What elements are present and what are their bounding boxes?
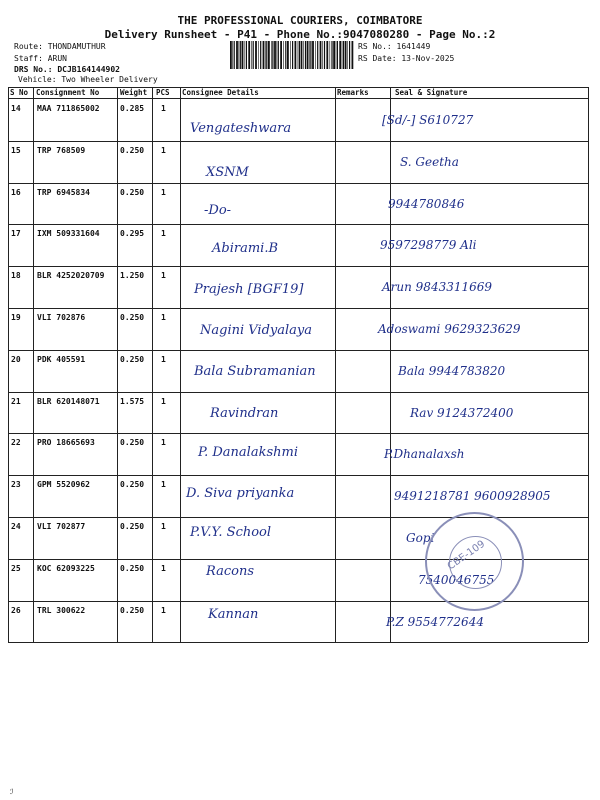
barcode-bar xyxy=(309,41,310,69)
row-sno: 26 xyxy=(11,605,21,615)
footer-mark: ℐ xyxy=(10,788,14,796)
row-weight: 0.285 xyxy=(120,104,145,113)
col-seal: Seal & Signature xyxy=(395,88,468,97)
barcode-bar xyxy=(244,41,245,69)
barcode-bar xyxy=(326,41,328,69)
seal-signature-handwriting: 9491218781 9600928905 xyxy=(394,489,551,504)
barcode-bar xyxy=(283,41,284,69)
barcode-bar xyxy=(258,41,259,69)
row-pcs: 1 xyxy=(161,187,166,197)
rs-date-line xyxy=(358,54,454,63)
row-consignment-no: VLI 702877 xyxy=(37,522,86,531)
row-consignment-no: GPM 5520962 xyxy=(37,480,90,490)
barcode-bar xyxy=(339,41,341,69)
row-sno: 20 xyxy=(11,354,21,364)
barcode-bar xyxy=(242,41,244,69)
seal-signature-handwriting: P.Z 9554772644 xyxy=(386,614,484,629)
barcode-bar xyxy=(272,41,273,69)
row-weight: 0.250 xyxy=(120,522,145,531)
barcode-bar xyxy=(349,41,350,69)
row-weight: 0.250 xyxy=(120,313,145,322)
row-weight: 0.250 xyxy=(120,605,145,615)
barcode-bar xyxy=(320,41,322,69)
barcode-bar xyxy=(317,41,318,69)
seal-signature-handwriting: Gopi xyxy=(406,531,435,545)
barcode-bar xyxy=(322,41,323,69)
col-weight: Weight xyxy=(120,88,148,97)
row-pcs: 1 xyxy=(161,145,166,155)
consignee-handwriting: Prajesh [BGF19] xyxy=(194,282,304,298)
rs-no-label: RS No.: xyxy=(358,42,392,51)
row-pcs: 1 xyxy=(161,354,166,364)
row-divider xyxy=(8,350,588,351)
row-sno: 21 xyxy=(11,396,21,406)
row-pcs: 1 xyxy=(161,563,166,573)
barcode-bar xyxy=(337,41,338,69)
row-consignment-no: TRL 300622 xyxy=(37,605,86,615)
barcode-bar xyxy=(230,41,232,69)
row-sno: 23 xyxy=(11,480,21,490)
drs-label: DRS No.: xyxy=(14,65,53,74)
barcode-bar xyxy=(347,41,348,69)
row-consignment-no: TRP 6945834 xyxy=(37,187,90,197)
barcode-bar xyxy=(271,41,272,69)
barcode-bar xyxy=(232,41,233,69)
seal-signature-handwriting: Bala 9944783820 xyxy=(398,363,506,378)
row-sno: 19 xyxy=(11,313,21,322)
row-divider xyxy=(8,183,588,184)
barcode-bar xyxy=(251,41,252,69)
row-pcs: 1 xyxy=(161,438,166,448)
barcode-bar xyxy=(263,41,265,69)
row-weight: 1.250 xyxy=(120,271,145,281)
barcode-bar xyxy=(333,41,335,69)
consignee-handwriting: P.V.Y. School xyxy=(190,525,272,540)
stamp-code: CBE-109 xyxy=(445,538,488,573)
barcode-bar xyxy=(274,41,276,69)
barcode-bar xyxy=(307,41,309,69)
row-sno: 18 xyxy=(11,271,21,281)
row-weight: 0.250 xyxy=(120,187,145,197)
row-weight: 1.575 xyxy=(120,396,145,406)
table-column-divider xyxy=(588,87,589,642)
row-divider xyxy=(8,642,588,643)
row-consignment-no: MAA 711865002 xyxy=(37,104,100,113)
row-weight: 0.250 xyxy=(120,563,145,573)
row-consignment-no: VLI 702876 xyxy=(37,313,86,322)
barcode-bar xyxy=(239,41,240,69)
consignee-handwriting: Kannan xyxy=(208,606,259,622)
row-consignment-no: BLR 4252020709 xyxy=(37,271,105,281)
route-line xyxy=(14,42,106,51)
row-divider xyxy=(8,392,588,393)
barcode-bar xyxy=(295,41,297,69)
barcode-bar xyxy=(343,41,344,69)
rs-no-line xyxy=(358,42,430,51)
barcode-bar xyxy=(285,41,286,69)
barcode-bar xyxy=(299,41,300,69)
barcode-bar xyxy=(310,41,311,69)
row-sno: 24 xyxy=(11,522,21,531)
barcode-bar xyxy=(303,41,304,69)
row-pcs: 1 xyxy=(161,396,166,406)
consignee-handwriting: P. Danalakshmi xyxy=(198,445,298,461)
row-pcs: 1 xyxy=(161,104,166,113)
col-consignment: Consignment No xyxy=(36,88,100,97)
consignee-handwriting: -Do- xyxy=(204,202,232,218)
barcode-bar xyxy=(260,41,261,69)
table-header xyxy=(8,87,588,98)
row-consignment-no: PRO 18665693 xyxy=(37,438,95,448)
drs-value: DCJB164144902 xyxy=(57,65,120,74)
row-consignment-no: TRP 768509 xyxy=(37,145,86,155)
seal-signature-handwriting: 9597298779 Ali xyxy=(380,238,477,253)
row-divider xyxy=(8,517,588,518)
header-bottom-border xyxy=(8,98,588,99)
row-sno: 15 xyxy=(11,145,21,155)
row-sno: 17 xyxy=(11,229,21,239)
barcode-bar xyxy=(312,41,314,69)
route-label: Route: xyxy=(14,42,43,51)
seal-signature-handwriting: [Sd/-] S610727 xyxy=(382,113,474,127)
row-pcs: 1 xyxy=(161,271,166,281)
row-consignment-no: KOC 62093225 xyxy=(37,563,95,573)
row-pcs: 1 xyxy=(161,480,166,490)
seal-signature-handwriting: S. Geetha xyxy=(400,154,459,169)
row-weight: 0.250 xyxy=(120,145,145,155)
drs-line xyxy=(14,65,120,74)
row-sno: 14 xyxy=(11,104,21,113)
barcode-bar xyxy=(324,41,325,69)
seal-signature-handwriting: Adoswami 9629323629 xyxy=(378,322,521,336)
runsheet-subtitle: Delivery Runsheet - P41 - Phone No.:9047080280 - Page No.:2 xyxy=(104,28,496,41)
row-consignment-no: IXM 509331604 xyxy=(37,229,100,239)
row-divider xyxy=(8,475,588,476)
barcode-bar xyxy=(298,41,299,69)
row-divider xyxy=(8,224,588,225)
consignee-handwriting: Vengateshwara xyxy=(190,121,292,136)
vehicle-line xyxy=(18,75,158,84)
barcode-bar xyxy=(305,41,306,69)
row-sno: 22 xyxy=(11,438,21,448)
row-divider xyxy=(8,433,588,434)
row-pcs: 1 xyxy=(161,313,166,322)
barcode-bar xyxy=(253,41,254,69)
barcode-bar xyxy=(342,41,343,69)
barcode-bar xyxy=(236,41,238,69)
barcode-bar xyxy=(277,41,278,69)
barcode-image xyxy=(230,41,355,69)
barcode-bar xyxy=(265,41,266,69)
row-divider xyxy=(8,308,588,309)
col-pcs: PCS xyxy=(156,88,170,97)
row-weight: 0.295 xyxy=(120,229,145,239)
col-consignee: Consignee Details xyxy=(182,88,259,97)
barcode-bar xyxy=(301,41,303,69)
consignee-handwriting: Racons xyxy=(206,563,254,579)
consignee-handwriting: Nagini Vidyalaya xyxy=(200,323,313,338)
rs-date-label: RS Date: xyxy=(358,54,397,63)
row-weight: 0.250 xyxy=(120,438,145,448)
staff-value: ARUN xyxy=(47,54,67,63)
courier-seal-stamp xyxy=(425,512,524,611)
runsheet-title: THE PROFESSIONAL COURIERS, COIMBATORE xyxy=(177,14,423,27)
rs-no-value: 1641449 xyxy=(396,42,431,51)
vehicle-label: Vehicle: xyxy=(18,75,57,84)
barcode-bar xyxy=(292,41,293,69)
staff-label: Staff: xyxy=(14,54,43,63)
barcode-bar xyxy=(280,41,282,69)
vehicle-value: Two Wheeler Delivery xyxy=(61,75,158,84)
rs-date-value: 13-Nov-2025 xyxy=(401,54,455,63)
barcode-bar xyxy=(287,41,289,69)
row-weight: 0.250 xyxy=(120,480,145,490)
row-pcs: 1 xyxy=(161,605,166,615)
barcode-bar xyxy=(331,41,332,69)
row-weight: 0.250 xyxy=(120,354,145,364)
seal-signature-handwriting: 7540046755 xyxy=(418,572,495,587)
consignee-handwriting: Bala Subramanian xyxy=(194,363,316,379)
barcode-bar xyxy=(246,41,247,69)
barcode-bar xyxy=(330,41,331,69)
barcode-bar xyxy=(234,41,235,69)
row-pcs: 1 xyxy=(161,229,166,239)
barcode-bar xyxy=(278,41,279,69)
barcode-bar xyxy=(352,41,354,69)
consignee-handwriting: Abirami.B xyxy=(212,241,279,257)
barcode-bar xyxy=(255,41,257,69)
row-consignment-no: PDK 405591 xyxy=(37,354,86,364)
barcode-bar xyxy=(268,41,270,69)
barcode-bar xyxy=(290,41,291,69)
seal-signature-handwriting: 9944780846 xyxy=(388,196,465,211)
row-divider xyxy=(8,141,588,142)
barcode-bar xyxy=(266,41,267,69)
row-sno: 25 xyxy=(11,563,21,573)
route-value: THONDAMUTHUR xyxy=(47,42,106,51)
row-sno: 16 xyxy=(11,187,21,197)
consignee-handwriting: D. Siva priyanka xyxy=(186,486,295,502)
seal-signature-handwriting: Arun 9843311669 xyxy=(382,280,493,295)
consignee-handwriting: XSNM xyxy=(206,164,249,180)
seal-signature-handwriting: P.Dhanalaxsh xyxy=(384,447,465,462)
row-pcs: 1 xyxy=(161,522,166,531)
barcode-bar xyxy=(315,41,316,69)
barcode-bar xyxy=(336,41,337,69)
staff-line xyxy=(14,54,67,63)
col-remarks: Remarks xyxy=(337,88,369,97)
row-divider xyxy=(8,266,588,267)
consignee-handwriting: Ravindran xyxy=(210,405,279,421)
barcode-bar xyxy=(248,41,250,69)
seal-signature-handwriting: Rav 9124372400 xyxy=(410,405,514,420)
row-consignment-no: BLR 620148071 xyxy=(37,396,100,406)
barcode-bar xyxy=(240,41,241,69)
barcode-bar xyxy=(345,41,347,69)
col-sno: S No xyxy=(10,88,29,97)
